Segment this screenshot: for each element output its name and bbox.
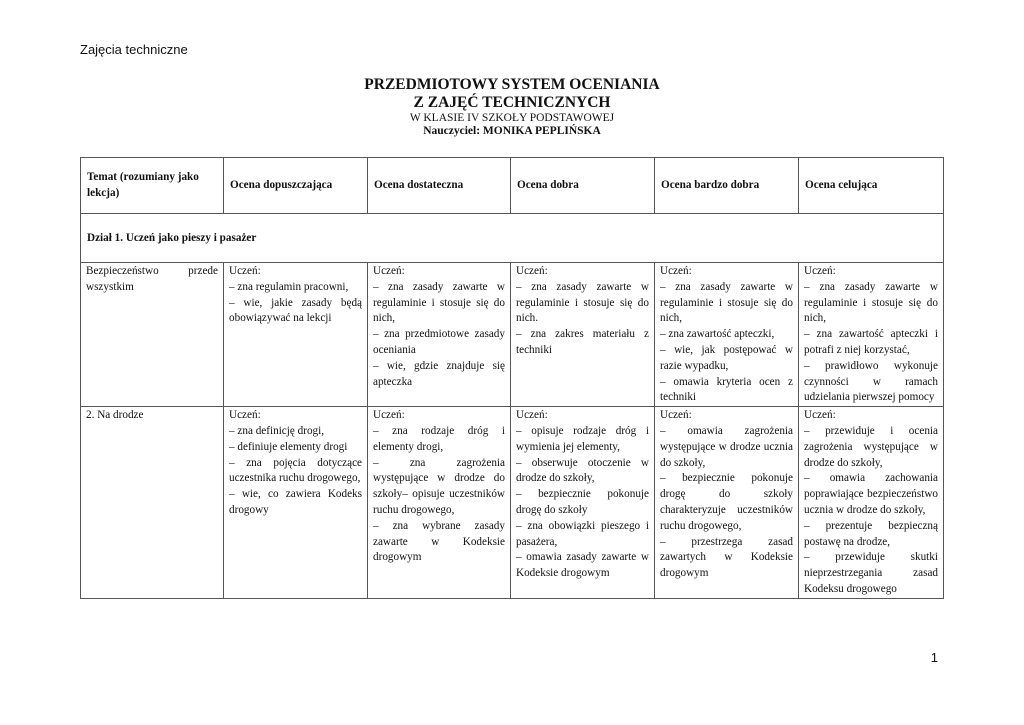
grade-cell: [368, 407, 511, 599]
grade-cell: [655, 407, 799, 599]
cell-line: – przewiduje skutki nieprzestrzegania zasad Kodeksu drogowego: [804, 551, 938, 595]
grade-cell: [655, 263, 799, 407]
cell-line: – przestrzega zasad zawartych w Kodeksie drogowym: [660, 535, 793, 580]
cell-line: Uczeń:: [804, 265, 836, 277]
table-row: [81, 407, 944, 599]
cell-line: – przewiduje i ocenia zagrożenia występujące w drodze do szkoły,: [804, 424, 938, 469]
title-line-3: W KLASIE IV SZKOŁY PODSTAWOWEJ: [409, 111, 615, 124]
cell-line: – bezpiecznie pokonuje drogę do szkoły charakteryzuje uczestników ruchu drogowego,: [660, 472, 793, 532]
cell-line: – zna zawartość apteczki,: [660, 328, 775, 341]
cell-line: – zna zasady zawarte w regulaminie i stosuje się do nich.: [516, 280, 649, 325]
cell-line: – obserwuje otoczenie w drodze do szkoły,: [516, 456, 649, 485]
page-number: 1: [930, 650, 938, 665]
title-line-2: Z ZAJĘĆ TECHNICZNYCH: [413, 93, 611, 111]
cell-line: Uczeń:: [516, 265, 548, 277]
cell-line: – wie, jak postępować w razie wypadku,: [660, 343, 793, 372]
teacher-name: Nauczyciel: MONIKA PEPLIŃSKA: [423, 124, 601, 137]
cell-line: – omawia zasady zawarte w Kodeksie drogowym: [516, 551, 649, 580]
grade-cell: [511, 407, 655, 599]
cell-line: – bezpiecznie pokonuje drogę do szkoły: [516, 488, 649, 516]
cell-line: Uczeń:: [516, 409, 548, 422]
cell-line: Uczeń:: [373, 409, 405, 422]
header-grade-excellent: Ocena celująca: [799, 158, 944, 214]
cell-line: – zna rodzaje dróg i elementy drogi,: [373, 424, 505, 453]
document-title: [0, 76, 1024, 138]
cell-line: – wie, jakie zasady będą obowiązywać na lekcji: [229, 296, 362, 325]
table-header-row: [81, 158, 944, 214]
header-grade-very-good: Ocena bardzo dobra: [655, 158, 799, 214]
cell-line: – omawia zagrożenia występujące w drodze ucznia do szkoły,: [660, 424, 793, 469]
cell-line: Uczeń:: [660, 409, 692, 422]
header-grade-good: Ocena dobra: [511, 158, 655, 214]
cell-line: – prawidłowo wykonuje czynności w ramach udzielania pierwszej pomocy: [804, 359, 938, 404]
cell-line: – prezentuje bezpieczną postawę na drodze,: [804, 519, 938, 548]
topic-cell: 2. Na drodze: [81, 407, 224, 599]
header-grade-sufficient: Ocena dopuszczająca: [224, 158, 368, 214]
grading-table: [80, 157, 944, 599]
cell-line: – zna regulamin pracowni,: [229, 280, 349, 293]
grade-cell: [799, 263, 944, 407]
cell-line: – zna definicję drogi,: [229, 424, 325, 437]
cell-line: – zna zawartość apteczki i potrafi z niej korzystać,: [804, 328, 938, 356]
topic-cell: Bezpieczeństwo przede wszystkim: [81, 263, 224, 407]
cell-line: – wie, gdzie znajduje się apteczka: [373, 359, 505, 388]
cell-line: – opisuje rodzaje dróg i wymienia jej elementy,: [516, 424, 649, 453]
grade-cell: [799, 407, 944, 599]
cell-line: – zna pojęcia dotyczące uczestnika ruchu drogowego,: [229, 456, 362, 485]
cell-line: – zna przedmiotowe zasady oceniania: [373, 328, 505, 356]
grade-cell: [224, 407, 368, 599]
cell-line: – zna zasady zawarte w regulaminie i stosuje się do nich,: [373, 280, 505, 325]
title-line-1: PRZEDMIOTOWY SYSTEM OCENIANIA: [364, 76, 660, 93]
cell-line: – zna zagrożenia występujące w drodze do szkoły– opisuje uczestników ruchu drogowego,: [373, 456, 505, 516]
cell-line: Uczeń:: [804, 409, 836, 422]
running-header: Zajęcia techniczne: [80, 42, 188, 57]
cell-line: Uczeń:: [229, 409, 261, 422]
cell-line: – wie, co zawiera Kodeks drogowy: [229, 488, 362, 516]
cell-line: Uczeń:: [373, 265, 405, 277]
cell-line: – zna obowiązki pieszego i pasażera,: [516, 519, 649, 548]
cell-line: – zna zasady zawarte w regulaminie i stosuje się do nich,: [660, 280, 793, 325]
cell-line: – omawia kryteria ocen z techniki: [660, 375, 793, 404]
section-row: [81, 214, 944, 263]
table-row: [81, 263, 944, 407]
grade-cell: [511, 263, 655, 407]
header-grade-satisfactory: Ocena dostateczna: [368, 158, 511, 214]
section-title: Dział 1. Uczeń jako pieszy i pasażer: [81, 214, 944, 263]
cell-line: – omawia zachowania poprawiające bezpieczeństwo ucznia w drodze do szkoły,: [804, 472, 938, 516]
grade-cell: [224, 263, 368, 407]
cell-line: Uczeń:: [660, 265, 692, 277]
cell-line: – zna zakres materiału z techniki: [516, 328, 649, 356]
cell-line: – zna zasady zawarte w regulaminie i stosuje się do nich,: [804, 280, 938, 325]
cell-line: – definiuje elementy drogi: [229, 440, 348, 453]
cell-line: Uczeń:: [229, 265, 261, 277]
cell-line: – zna wybrane zasady zawarte w Kodeksie drogowym: [373, 519, 505, 564]
header-topic: Temat (rozumiany jako lekcja): [81, 158, 224, 214]
grade-cell: [368, 263, 511, 407]
